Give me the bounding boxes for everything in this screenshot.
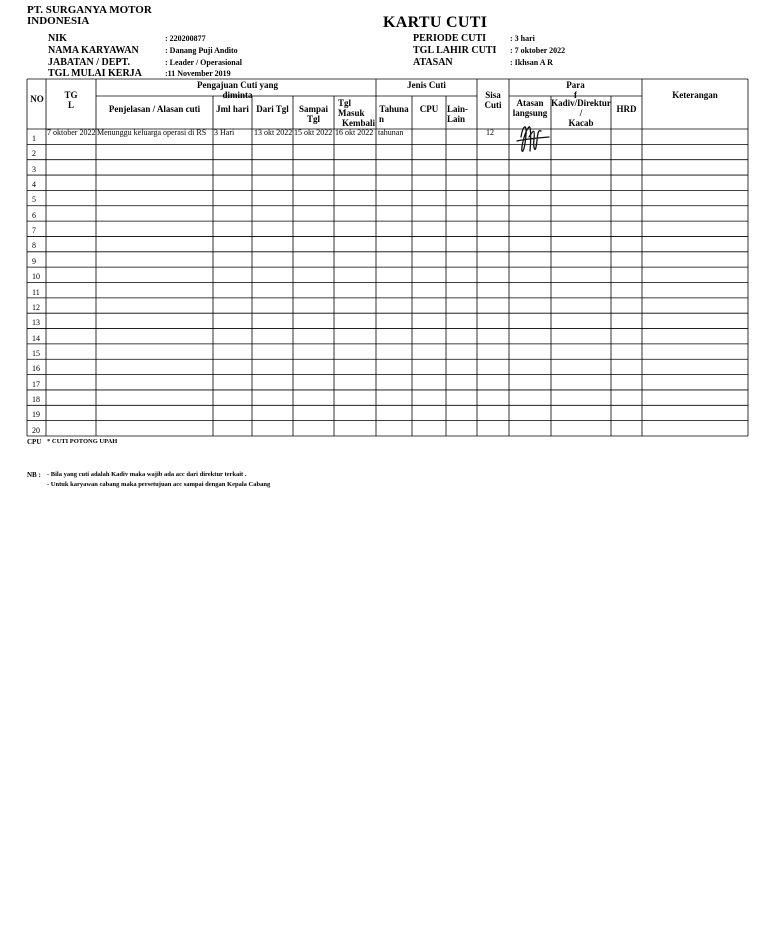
nama-karyawan-label: NAMA KARYAWAN xyxy=(48,45,139,56)
row1-tgl-masuk: 16 okt 2022 xyxy=(335,128,374,137)
row-number: 7 xyxy=(32,226,36,236)
signature-image xyxy=(513,117,553,157)
row-number: 17 xyxy=(32,379,40,389)
row-number: 15 xyxy=(32,348,40,358)
header-kadiv-line2: / xyxy=(579,108,583,118)
row1-jml-hari: 3 Hari xyxy=(214,128,235,137)
header-lain-line2: Lain xyxy=(447,114,466,124)
header-jenis-cuti: Jenis Cuti xyxy=(407,80,446,90)
header-paraf xyxy=(509,80,642,100)
header-pengajuan-line1: Pengajuan Cuti yang xyxy=(196,80,278,90)
header-no: NO xyxy=(30,94,44,104)
cpu-legend-label: CPU xyxy=(27,438,42,446)
nik-value: : 220200877 xyxy=(165,34,206,43)
row-number: 8 xyxy=(32,241,36,251)
company-name-line2: INDONESIA xyxy=(27,15,90,27)
header-sampai-line2: Tgl xyxy=(306,114,320,124)
header-masuk-line1: Tgl xyxy=(338,98,352,108)
header-kadiv-line1: Kadiv/Direktur xyxy=(551,98,611,108)
header-lain-lain xyxy=(446,104,477,124)
header-pengajuan-line2: diminta xyxy=(222,90,253,100)
header-sisa-cuti xyxy=(477,90,509,110)
nb-note-2: - Untuk karyawan cabang maka persetujuan acc sampai dengan Kepala Cabang xyxy=(47,481,271,488)
atasan-label: ATASAN xyxy=(413,57,453,68)
nik-label: NIK xyxy=(48,33,67,44)
row1-jenis-tahunan: tahunan xyxy=(378,128,404,137)
row-number: 3 xyxy=(32,164,36,174)
header-cpu: CPU xyxy=(419,104,439,114)
header-keterangan: Keterangan xyxy=(672,90,718,100)
header-lain-line1: Lain- xyxy=(447,104,469,114)
row-number: 4 xyxy=(32,180,36,190)
row-number: 9 xyxy=(32,256,36,266)
header-tahunan-line1: Tahuna xyxy=(379,104,409,114)
header-sisa-line2: Cuti xyxy=(484,100,502,110)
row-number: 5 xyxy=(32,195,36,205)
header-tgl-masuk xyxy=(334,98,376,128)
row-number: 12 xyxy=(32,302,40,312)
row-number: 1 xyxy=(32,134,36,143)
row-number: 13 xyxy=(32,318,40,328)
header-penjelasan: Penjelasan / Alasan cuti xyxy=(108,104,201,114)
nama-karyawan-value: : Danang Puji Andito xyxy=(165,46,238,55)
header-kadiv xyxy=(551,98,611,128)
header-atasan-line2: langsung xyxy=(512,108,548,118)
cpu-legend-desc: * CUTI POTONG UPAH xyxy=(47,438,118,445)
company-name-line1: PT. SURGANYA MOTOR xyxy=(27,4,152,16)
header-dari-tgl: Dari Tgl xyxy=(256,104,289,114)
row1-dari-tgl: 13 okt 2022 xyxy=(254,128,293,137)
header-tgl-line1: TG xyxy=(64,90,78,100)
row1-sampai-tgl: 15 okt 2022 xyxy=(294,128,333,137)
header-tgl-line2: L xyxy=(67,100,74,110)
row1-tgl: 7 oktober 2022 xyxy=(47,128,96,137)
header-tahunan xyxy=(376,104,412,124)
tgl-lahir-cuti-label: TGL LAHIR CUTI xyxy=(413,45,497,56)
row-number: 16 xyxy=(32,364,40,374)
header-tahunan-line2: n xyxy=(379,114,385,124)
row1-sisa-cuti: 12 xyxy=(486,128,494,137)
header-masuk-line3: Kembali xyxy=(342,118,375,128)
header-paraf-line1: Para xyxy=(566,80,585,90)
header-atasan-langsung xyxy=(509,98,551,118)
header-masuk-line2: Masuk xyxy=(338,108,365,118)
header-kadiv-line3: Kacab xyxy=(568,118,594,128)
row1-alasan: Menunggu keluarga operasi di RS xyxy=(97,128,207,137)
row-number: 14 xyxy=(32,333,40,343)
periode-cuti-label: PERIODE CUTI xyxy=(413,33,487,44)
nb-note-1: - Bila yang cuti adalah Kadiv maka wajib ada acc dari direktur terkait . xyxy=(47,471,247,478)
row-number: 11 xyxy=(32,287,40,297)
header-sisa-line1: Sisa xyxy=(485,90,501,100)
jabatan-label: JABATAN / DEPT. xyxy=(48,57,130,68)
row-number: 18 xyxy=(32,394,40,404)
row-number: 20 xyxy=(32,425,40,435)
atasan-value: : Ikhsan A R xyxy=(510,58,553,67)
row-number: 19 xyxy=(32,410,40,420)
header-jml-hari: Jml hari xyxy=(216,104,249,114)
jabatan-value: : Leader / Operasional xyxy=(165,58,242,67)
row-number: 10 xyxy=(32,272,40,282)
header-tgl xyxy=(46,90,96,110)
header-pengajuan xyxy=(185,80,290,100)
tgl-mulai-kerja-label: TGL MULAI KERJA xyxy=(48,68,142,79)
header-atasan-line1: Atasan xyxy=(516,98,544,108)
tgl-mulai-kerja-value: :11 November 2019 xyxy=(165,69,231,78)
tgl-lahir-cuti-value: : 7 oktober 2022 xyxy=(510,46,566,55)
header-paraf-line2: f xyxy=(574,90,577,100)
header-sampai-line1: Sampai xyxy=(298,104,328,114)
nb-label: NB : xyxy=(27,471,41,479)
page-title: KARTU CUTI xyxy=(383,14,488,31)
periode-cuti-value: : 3 hari xyxy=(510,34,535,43)
row-number: 2 xyxy=(32,149,36,159)
row-number: 6 xyxy=(32,210,36,220)
header-sampai-tgl xyxy=(293,104,334,124)
header-hrd: HRD xyxy=(616,104,637,114)
